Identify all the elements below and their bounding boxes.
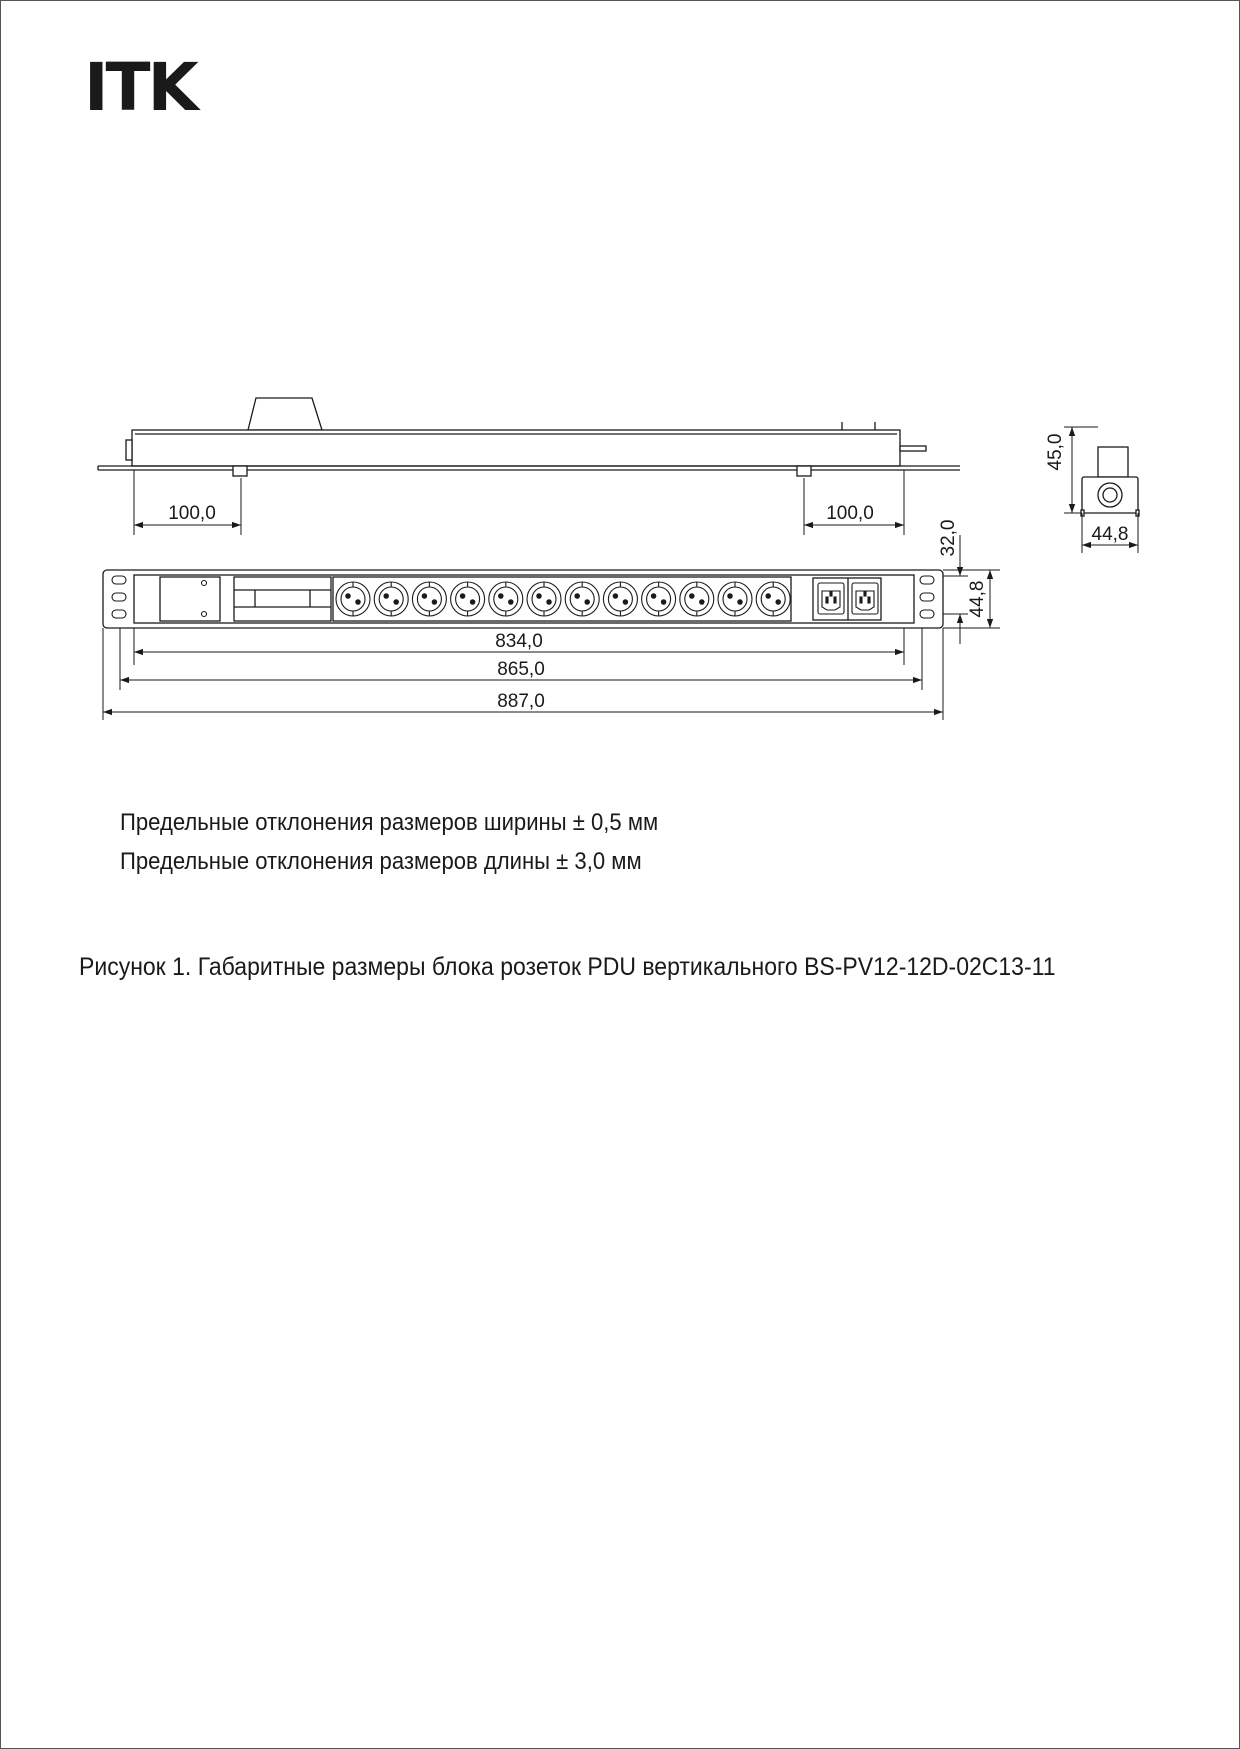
side-view-body — [132, 430, 900, 466]
socket — [412, 582, 446, 616]
dim-end-width: 44,8 — [1091, 524, 1129, 545]
socket — [374, 582, 408, 616]
mounting-slot — [920, 593, 934, 601]
screw — [202, 612, 207, 617]
dim-depth-side: 32,0 — [938, 519, 959, 557]
technical-drawing — [0, 0, 1240, 760]
mounting-slot — [920, 610, 934, 618]
dim-mid-length: 865,0 — [497, 659, 545, 680]
end-view — [1081, 447, 1139, 516]
dim-right-offset: 100,0 — [826, 503, 874, 524]
socket — [756, 582, 790, 616]
mounting-slot — [112, 610, 126, 618]
itk-logo: ITK — [84, 49, 196, 126]
screw — [202, 581, 207, 586]
socket — [642, 582, 676, 616]
socket — [336, 582, 370, 616]
dim-height-front: 44,8 — [967, 580, 988, 618]
mounting-slot — [112, 576, 126, 584]
dim-inner-length: 834,0 — [495, 631, 543, 652]
breaker-module — [160, 577, 220, 621]
socket — [527, 582, 561, 616]
dim-total-length: 887,0 — [497, 691, 545, 712]
socket — [603, 582, 637, 616]
iec-outlet — [852, 583, 878, 614]
width-tolerance-note: Предельные отклонения размеров ширины ± 0,5 мм — [120, 809, 659, 836]
mounting-slot — [920, 576, 934, 584]
dim-left-offset: 100,0 — [168, 503, 216, 524]
socket — [489, 582, 523, 616]
mounting-slot — [112, 593, 126, 601]
length-tolerance-note: Предельные отклонения размеров длины ± 3,0 мм — [120, 848, 642, 875]
socket — [718, 582, 752, 616]
side-view — [98, 398, 960, 476]
socket — [680, 582, 714, 616]
switch-module — [234, 577, 331, 621]
iec-outlet — [818, 583, 844, 614]
side-view-switch — [248, 398, 322, 430]
figure-caption: Рисунок 1. Габаритные размеры блока розеток PDU вертикального BS-PV12-12D-02C13-11 — [79, 953, 1056, 981]
dim-end-height: 45,0 — [1045, 433, 1066, 471]
socket — [451, 582, 485, 616]
socket — [565, 582, 599, 616]
end-view-switch — [1098, 447, 1128, 477]
